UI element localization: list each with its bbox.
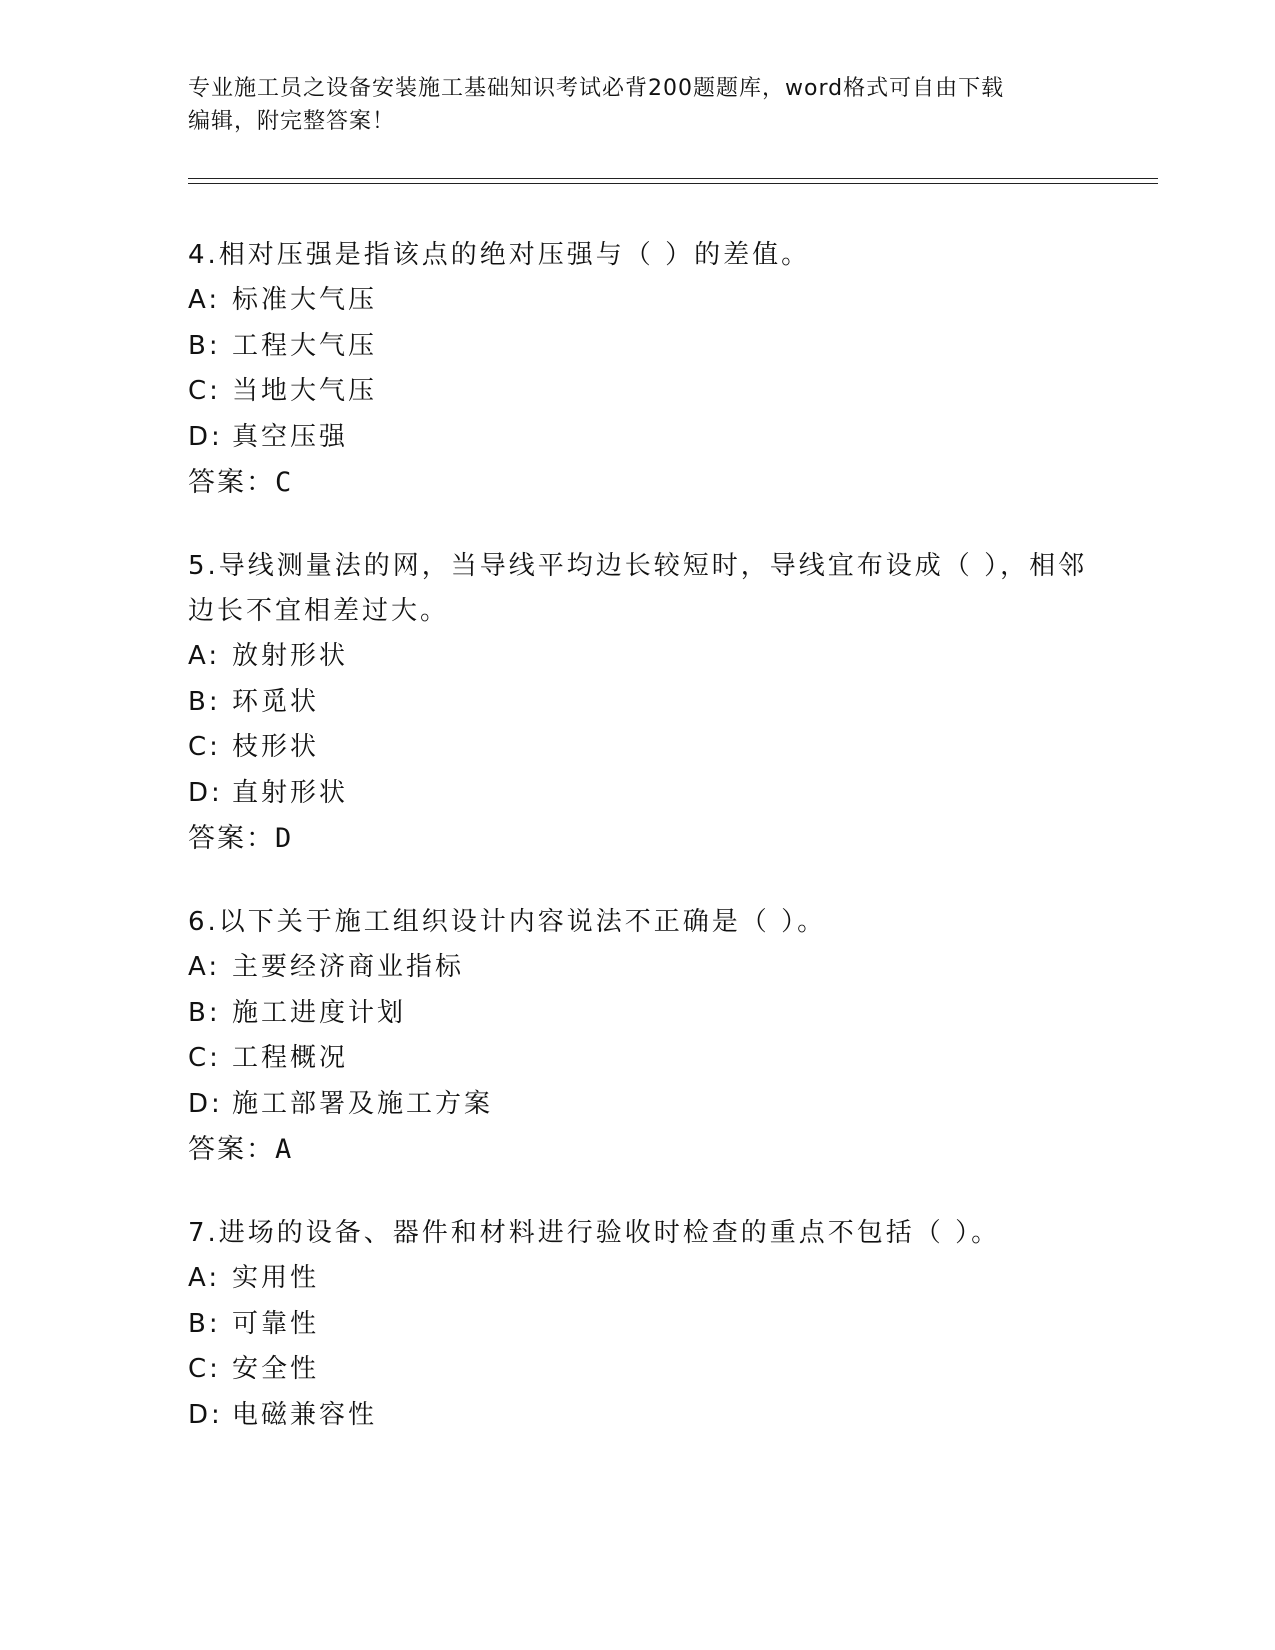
question-item — [188, 233, 1088, 505]
question-item — [188, 544, 1088, 861]
option-c — [188, 369, 1088, 415]
document-header — [188, 72, 1088, 138]
option-b — [188, 991, 1088, 1037]
option-text: 主要经济商业指标 — [232, 952, 465, 982]
option-text: 环觅状 — [232, 686, 320, 717]
option-letter: B: — [188, 686, 221, 717]
option-text: 放射形状 — [232, 641, 349, 671]
answer-label: 答案： — [188, 1134, 275, 1165]
option-a — [188, 945, 1088, 991]
option-text: 枝形状 — [232, 732, 320, 762]
answer-value: A — [275, 1134, 294, 1165]
option-text: 真空压强 — [232, 421, 349, 452]
option-text: 安全性 — [232, 1354, 320, 1384]
header-line-2: 编辑，附完整答案！ — [188, 109, 396, 134]
question-text: 4.相对压强是指该点的绝对压强与（ ）的差值。 — [188, 240, 811, 270]
option-letter: B: — [188, 330, 221, 361]
option-text: 直射形状 — [232, 777, 349, 808]
answer-value: C — [275, 467, 294, 498]
option-c — [188, 1347, 1088, 1393]
option-d — [188, 771, 1088, 817]
option-b — [188, 1302, 1088, 1348]
answer-line — [188, 460, 1088, 505]
option-b — [188, 324, 1088, 370]
option-text: 可靠性 — [232, 1308, 320, 1339]
option-text: 当地大气压 — [232, 376, 378, 406]
option-d — [188, 415, 1088, 461]
header-divider-top — [188, 178, 1158, 179]
question-text: 6.以下关于施工组织设计内容说法不正确是（ ）。 — [188, 907, 827, 937]
option-d — [188, 1082, 1088, 1128]
option-letter: A: — [188, 285, 221, 315]
answer-line — [188, 1127, 1088, 1172]
option-letter: D: — [188, 777, 223, 808]
option-letter: C: — [188, 376, 221, 406]
option-letter: A: — [188, 641, 221, 671]
option-letter: B: — [188, 997, 221, 1028]
question-list — [188, 233, 1088, 1477]
option-letter: A: — [188, 952, 221, 982]
option-letter: A: — [188, 1263, 221, 1293]
question-text: 7.进场的设备、器件和材料进行验收时检查的重点不包括（ ）。 — [188, 1218, 1001, 1248]
option-text: 工程大气压 — [232, 330, 378, 361]
option-letter: D: — [188, 421, 223, 452]
answer-value: D — [275, 823, 294, 854]
option-letter: D: — [188, 1399, 223, 1430]
answer-line — [188, 816, 1088, 861]
question-item — [188, 900, 1088, 1172]
option-text: 标准大气压 — [232, 285, 378, 315]
option-text: 施工部署及施工方案 — [232, 1088, 494, 1119]
option-letter: C: — [188, 1043, 221, 1073]
header-divider-bottom — [188, 183, 1158, 184]
option-text: 实用性 — [232, 1263, 320, 1293]
option-d — [188, 1393, 1088, 1439]
option-a — [188, 1256, 1088, 1302]
option-c — [188, 725, 1088, 771]
option-c — [188, 1036, 1088, 1082]
option-text: 电磁兼容性 — [232, 1399, 378, 1430]
question-text: 5.导线测量法的网，当导线平均边长较短时，导线宜布设成（ ），相邻边长不宜相差过大。 — [188, 551, 1088, 626]
option-letter: C: — [188, 1354, 221, 1384]
answer-label: 答案： — [188, 823, 275, 854]
answer-label: 答案： — [188, 467, 275, 498]
option-letter: B: — [188, 1308, 221, 1339]
option-a — [188, 634, 1088, 680]
option-text: 工程概况 — [232, 1043, 349, 1073]
option-letter: C: — [188, 732, 221, 762]
option-letter: D: — [188, 1088, 223, 1119]
option-b — [188, 680, 1088, 726]
header-line-1: 专业施工员之设备安装施工基础知识考试必背200题题库，word格式可自由下载 — [188, 76, 1005, 101]
option-a — [188, 278, 1088, 324]
question-item — [188, 1211, 1088, 1438]
option-text: 施工进度计划 — [232, 997, 407, 1028]
